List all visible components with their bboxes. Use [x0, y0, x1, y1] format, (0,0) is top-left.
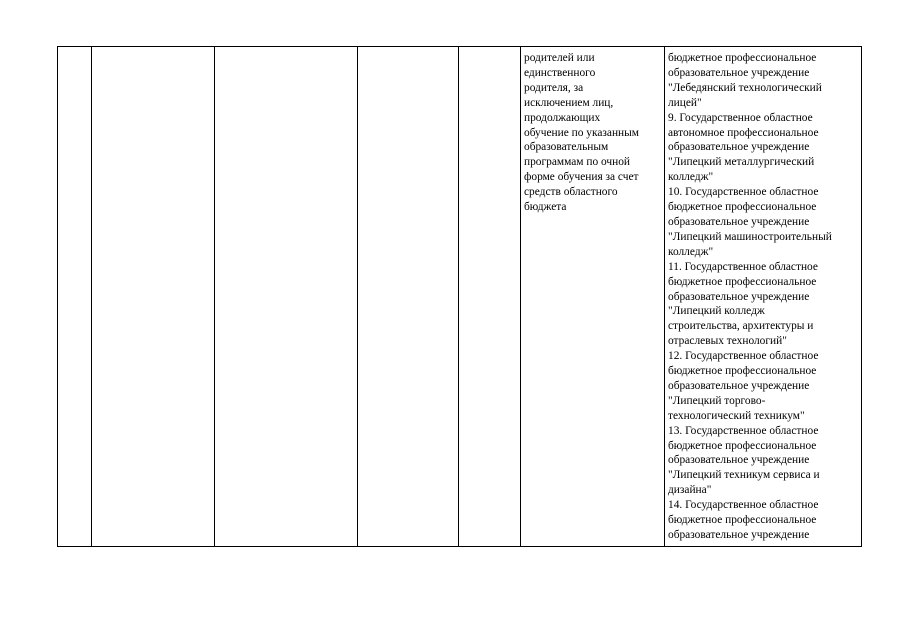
- table-cell-col3: [215, 47, 358, 547]
- cell-text-col2: [92, 47, 214, 51]
- table-cell-col6: [521, 47, 665, 547]
- table-row: [58, 47, 862, 547]
- table-cell-col2: [92, 47, 215, 547]
- table-cell-col4: [358, 47, 459, 547]
- cell-text-col3: [215, 47, 357, 51]
- cell-text-col1: [58, 47, 91, 51]
- cell-text-col7: бюджетное профессиональное образовательное учреждение "Лебедянский технологический лицей" 9. Государственное областное автономное профессиональное образовательное учреждение "Липецкий металлургический колледж" 10. Государственное областное бюджетное профессиональное образовательное учреждение "Липецкий машиностроительный колледж" 11. Государственное областное бюджетное профессиональное образовательное учреждение "Липецкий колледж строительства, архитектуры и отраслевых технологий" 12. Государственное областное бюджетное профессиональное образовательное учреждение "Липецкий торгово- технологический техникум" 13. Государственное областное бюджетное профессиональное образовательное учреждение "Липецкий техникум сервиса и дизайна" 14. Государственное областное бюджетное профессиональное образовательное учреждение: [668, 52, 832, 541]
- cell-text-col4: [358, 47, 458, 51]
- cell-text-col5: [459, 47, 520, 51]
- cell-text-col6: родителей или единственного родителя, за исключением лиц, продолжающих обучение по указанным образовательным программам по очной форме обучения за счет средств областного бюджета: [524, 52, 639, 214]
- data-table: [57, 46, 862, 547]
- table-cell-col7: [665, 47, 862, 547]
- table-cell-col1: [58, 47, 92, 547]
- table-cell-col5: [459, 47, 521, 547]
